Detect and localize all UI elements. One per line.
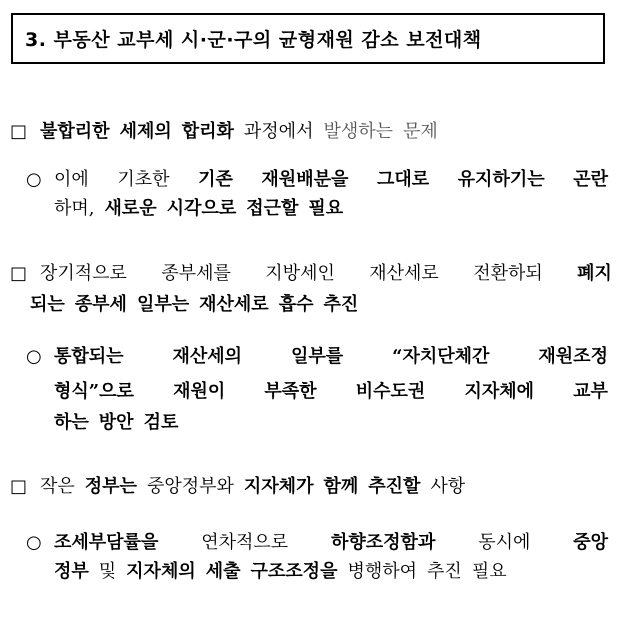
- section-1-heading-text: 불합리한 세제의 합리화 과정에서 발생하는 문제: [40, 121, 438, 142]
- circle-bullet-icon: ○: [26, 169, 42, 190]
- section-title-box: [11, 13, 605, 64]
- circle-bullet-icon: ○: [26, 532, 42, 553]
- square-bullet-icon: □: [10, 121, 28, 142]
- square-bullet-icon: □: [10, 263, 28, 284]
- square-bullet-icon: □: [10, 476, 28, 497]
- section-title: 3. 부동산 교부세 시·군·구의 균형재원 감소 보전대책: [25, 29, 482, 51]
- circle-bullet-icon: ○: [26, 346, 42, 367]
